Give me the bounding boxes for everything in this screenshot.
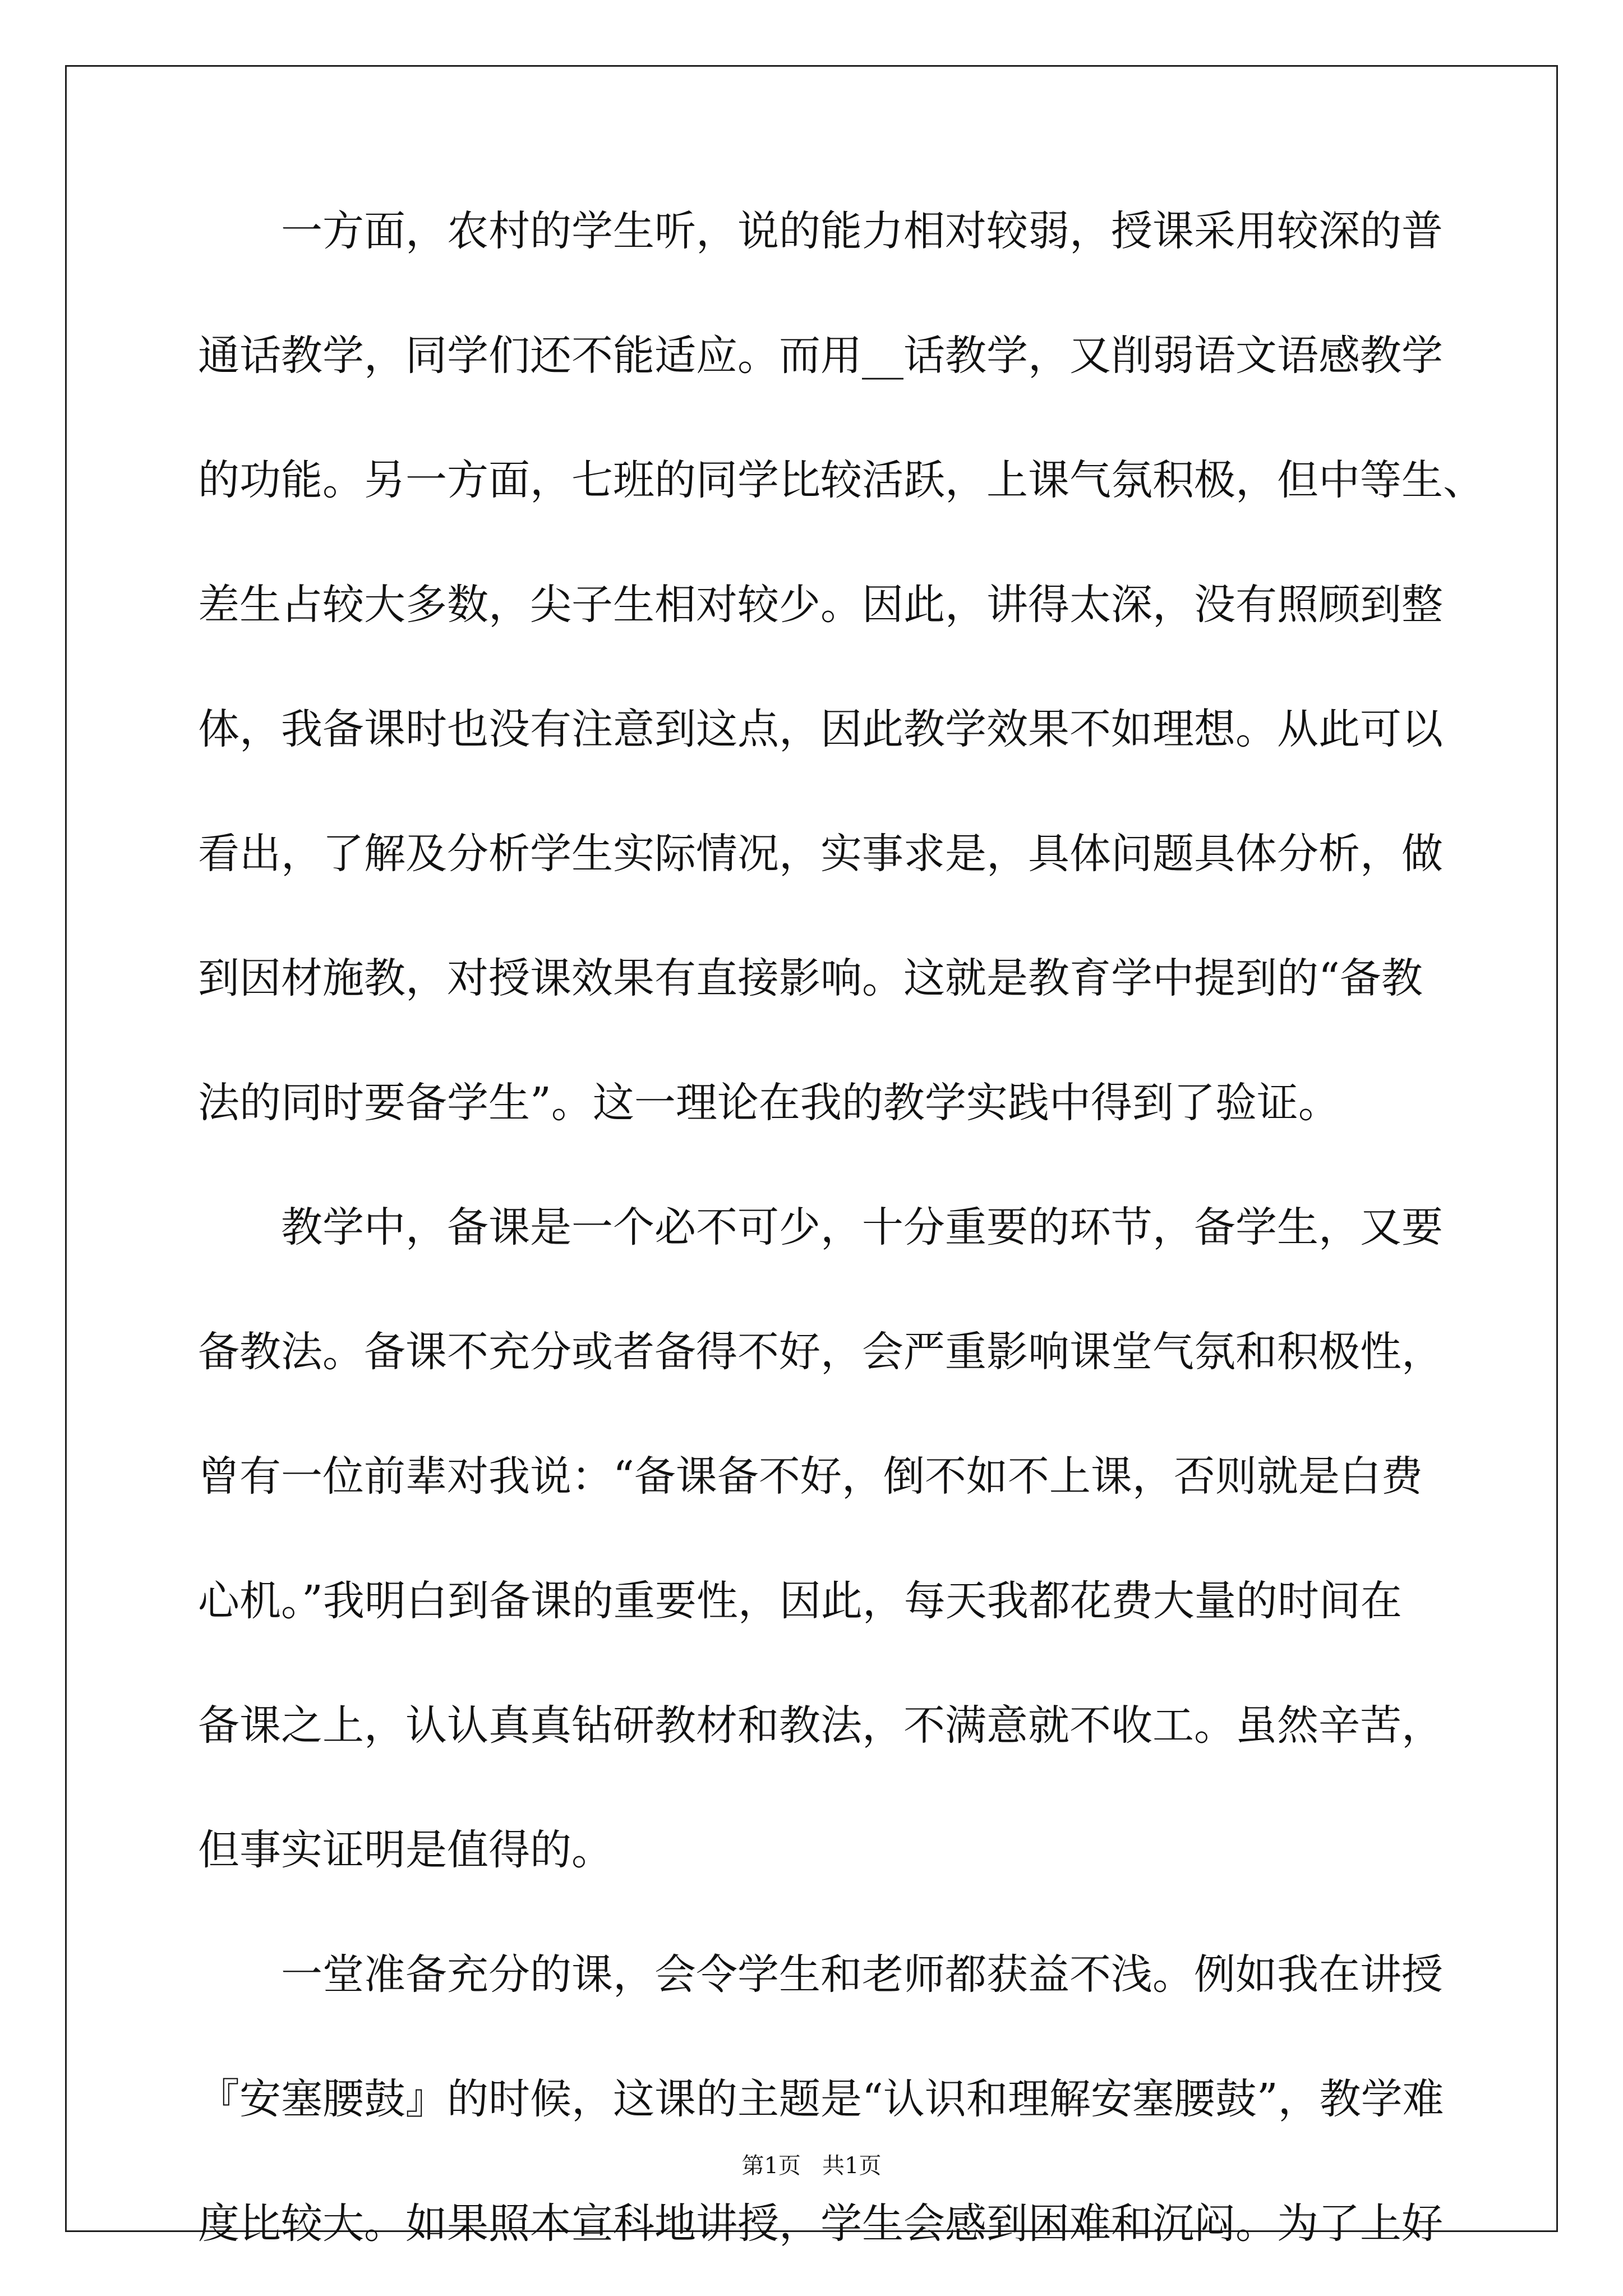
text-line: 体，我备课时也没有注意到这点，因此教学效果不如理想。从此可以 bbox=[198, 705, 1443, 753]
text-line: 到因材施教，对授课效果有直接影响。这就是教育学中提到的“备教 bbox=[198, 954, 1423, 1002]
text-line: 通话教学，同学们还不能适应。而用__话教学，又削弱语文语感教学 bbox=[198, 332, 1443, 380]
text-line: 看出，了解及分析学生实际情况，实事求是，具体问题具体分析，做 bbox=[198, 830, 1443, 878]
text-line: 但事实证明是值得的。 bbox=[198, 1826, 613, 1874]
text-line: 法的同时要备学生”。这一理论在我的教学实践中得到了验证。 bbox=[198, 1079, 1340, 1127]
text-line: 的功能。另一方面，七班的同学比较活跃，上课气氛积极，但中等生、 bbox=[198, 456, 1484, 504]
text-line: 心机。”我明白到备课的重要性，因此，每天我都花费大量的时间在 bbox=[198, 1577, 1402, 1625]
text-line: 一堂准备充分的课，会令学生和老师都获益不浅。例如我在讲授 bbox=[281, 1950, 1443, 1999]
text-line: 备教法。备课不充分或者备得不好，会严重影响课堂气氛和积极性， bbox=[198, 1328, 1443, 1376]
text-line: 备课之上，认认真真钻研教材和教法，不满意就不收工。虽然辛苦， bbox=[198, 1701, 1443, 1750]
text-line: 曾有一位前辈对我说：“备课备不好，倒不如不上课，否则就是白费 bbox=[198, 1452, 1423, 1501]
text-line: 一方面，农村的学生听，说的能力相对较弱，授课采用较深的普 bbox=[281, 207, 1443, 255]
text-line: 『安塞腰鼓』的时候，这课的主题是“认识和理解安塞腰鼓”，教学难 bbox=[198, 2075, 1444, 2123]
page-number-footer: 第1页 共1页 bbox=[741, 2153, 882, 2179]
page-border bbox=[65, 65, 1558, 2232]
text-line: 差生占较大多数，尖子生相对较少。因此，讲得太深，没有照顾到整 bbox=[198, 581, 1443, 629]
text-line: 度比较大。如果照本宣科地讲授，学生会感到困难和沉闷。为了上好 bbox=[198, 2200, 1443, 2248]
text-line: 教学中，备课是一个必不可少，十分重要的环节，备学生，又要 bbox=[281, 1203, 1443, 1251]
